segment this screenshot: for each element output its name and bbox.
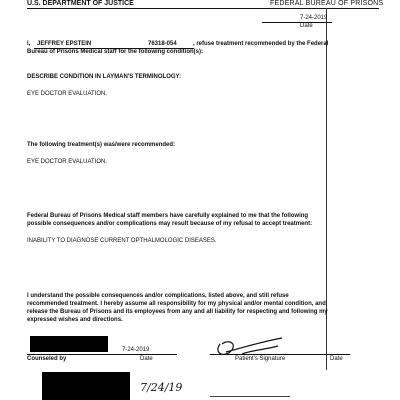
patient-date-label: Date (330, 356, 343, 362)
agency-name: U.S. DEPARTMENT OF JUSTICE (27, 0, 134, 7)
witness-date: 7/24/19 (140, 381, 183, 394)
form-date: 7-24-2019 (300, 15, 328, 21)
inmate-number: 76318-054 (148, 41, 177, 47)
consequences-text: INABILITY TO DIAGNOSE CURRENT OPTHALMOLOGIC DISEASES. (27, 238, 217, 244)
bottom-line (210, 396, 290, 397)
patient-signature-label: Patient's Signature (235, 356, 286, 362)
date-underline (262, 22, 332, 23)
condition-heading: DESCRIBE CONDITION IN LAYMAN'S TERMINOLOGY: (27, 74, 182, 80)
inmate-name: JEFFREY EPSTEIN (37, 41, 92, 47)
counseled-by-label: Counseled by (27, 356, 67, 362)
ack-line-4: expressed wishes and directions. (27, 317, 123, 323)
consequences-line2: possible consequences and/or complications may result because of my refusal to accept treatment: (27, 221, 313, 227)
redaction-witness (42, 372, 130, 400)
condition-text: EYE DOCTOR EVALUATION. (27, 91, 108, 97)
intro-line1-rest: , refuse treatment recommended by the Federal (193, 41, 329, 47)
intro-line2: Bureau of Prisons Medical staff for the following condition(s): (27, 49, 204, 55)
ack-line-3: release the Bureau of Prisons and its employees from any and all liability for respecting and following my (27, 309, 328, 315)
treatment-text: EYE DOCTOR EVALUATION. (27, 159, 108, 165)
ack-line-2: recommended treatment. I hereby assume all responsibility for my physical and/or mental condition, and (27, 301, 326, 307)
consequences-line1: Federal Bureau of Prisons Medical staff members have carefully explained to me that the following (27, 213, 309, 219)
redaction-counselor (30, 336, 108, 352)
bureau-name: FEDERAL BUREAU OF PRISONS (270, 0, 384, 7)
counselor-date-label: Date (140, 356, 153, 362)
intro-prefix: I, (27, 41, 31, 47)
counselor-date: 7-24-2019 (122, 347, 150, 353)
treatment-heading: The following treatment(s) was/were recommended: (27, 142, 176, 148)
ack-line-1: I understand the possible consequences and/or complications, listed above, and still refuse (27, 293, 289, 299)
date-label: Date (300, 23, 313, 29)
